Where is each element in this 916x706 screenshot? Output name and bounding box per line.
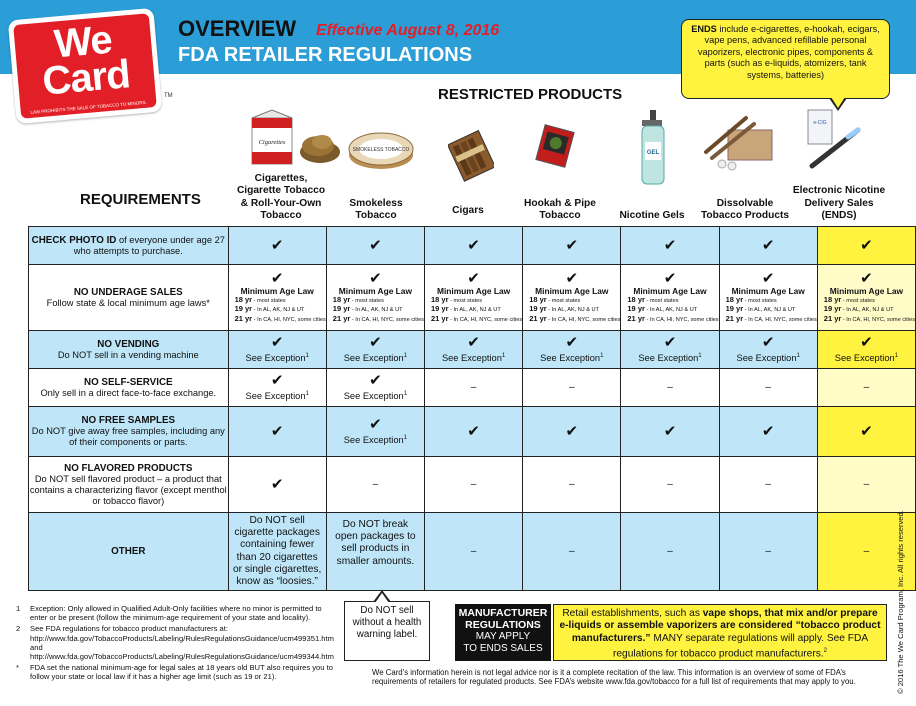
- cell: [621, 407, 719, 457]
- age-scope: - In CA, HI, NYC, some cities: [644, 316, 719, 323]
- logo-card-text: Card: [40, 52, 132, 104]
- loose-tobacco-image: [298, 122, 342, 166]
- check-icon: ✔: [663, 423, 677, 440]
- copyright-notice: © 2016 The We Card Program, Inc. All rights reserved.: [896, 510, 905, 694]
- min-age-title: Minimum Age Law: [436, 285, 511, 296]
- dash-mark: –: [863, 546, 870, 557]
- age-line: [818, 315, 915, 325]
- cell: [817, 457, 915, 513]
- retail-note-c: MANY separate regulations will apply. See FDA regulations for tobacco product manufacturers.: [613, 632, 869, 660]
- check-icon: ✔: [565, 269, 579, 287]
- retail-manufacturer-note: [553, 604, 887, 661]
- age-scope: - In CA, HI, NYC, some cities: [841, 316, 915, 323]
- we-card-logo: [8, 8, 163, 124]
- exception-footnote-ref: 1: [403, 352, 408, 359]
- smokeless-tin-label: SMOKELESS TOBACCO: [352, 147, 410, 153]
- legal-disclaimer: We Card’s information herein is not legal advice nor is it a complete recitation of the law. This information is an overview of some of FDA’s requirements of retailers for regulated products. See FDA’s website www.fda.gov/tobacco for a full list of requirements that may apply to you.: [372, 668, 856, 687]
- age-line: [229, 315, 326, 325]
- req-underage-desc: Follow state & local minimum age laws*: [46, 297, 210, 308]
- req-flavored-desc: Do NOT sell flavored product – a product that contains a characterizing flavor (except menthol or tobacco flavor): [29, 473, 227, 506]
- age-value: 19 yr: [627, 304, 645, 314]
- age-value: 18 yr: [725, 294, 744, 304]
- age-value: 18 yr: [823, 294, 842, 304]
- ends-definition-box: [681, 19, 890, 99]
- mfr-line: MANUFACTURER: [458, 607, 548, 619]
- gel-bottle-label: GEL: [646, 150, 660, 156]
- page-subtitle: FDA RETAILER REGULATIONS: [178, 44, 473, 66]
- table-row: [29, 227, 916, 265]
- retail-note-b: vape shops, that mix and/or prepare e-liquids or assemble vaporizers are considered “tobacco product manufacturers.”: [559, 608, 881, 644]
- min-age-title: Minimum Age Law: [338, 285, 412, 296]
- age-value: 21 yr: [332, 313, 351, 323]
- exception-footnote-ref: 1: [894, 352, 899, 359]
- trademark-mark: TM: [164, 93, 173, 99]
- req-self-service: [29, 369, 229, 407]
- exception-note: [737, 353, 800, 363]
- check-icon: ✔: [369, 372, 382, 390]
- footnote-mark: 2: [16, 624, 21, 634]
- exception-footnote-ref: 1: [501, 352, 506, 359]
- check-icon: ✔: [860, 237, 873, 254]
- check-icon: ✔: [270, 334, 284, 352]
- check-icon: ✔: [270, 372, 284, 390]
- cell: [523, 331, 621, 369]
- cell: [228, 369, 326, 407]
- footnote: [16, 663, 338, 681]
- hookah-tobacco-image: [532, 122, 578, 170]
- age-value: 19 yr: [234, 304, 253, 314]
- age-value: 19 yr: [332, 304, 351, 314]
- exception-footnote-ref: 1: [403, 390, 408, 397]
- age-scope: - most states: [644, 297, 679, 304]
- age-value: 21 yr: [725, 313, 744, 323]
- age-value: 18 yr: [529, 294, 547, 304]
- age-value: 18 yr: [627, 294, 645, 304]
- cell: [719, 331, 817, 369]
- req-other-title: OTHER: [111, 546, 146, 557]
- ends-device-label: e-CIG: [813, 120, 827, 126]
- cell: [424, 227, 522, 265]
- cell: [424, 407, 522, 457]
- req-vending: [29, 331, 229, 369]
- age-value: 21 yr: [627, 313, 645, 323]
- exception-text: See Exception: [245, 352, 306, 363]
- age-value: 19 yr: [529, 304, 547, 314]
- check-icon: ✔: [467, 334, 480, 352]
- dash-mark: –: [863, 479, 870, 490]
- table-row: [29, 265, 916, 331]
- cell: [228, 265, 326, 331]
- age-line: [327, 315, 424, 325]
- age-value: 21 yr: [529, 313, 547, 323]
- cell: [326, 265, 424, 331]
- cell: [523, 457, 621, 513]
- requirements-table: [28, 226, 916, 591]
- check-icon: ✔: [270, 423, 284, 440]
- cell: [817, 227, 915, 265]
- exception-note: [344, 435, 407, 445]
- cell: [621, 265, 719, 331]
- cell: [424, 265, 522, 331]
- age-scope: - In AL, AK, NJ & UT: [841, 307, 894, 314]
- req-underage-title: NO UNDERAGE SALES: [73, 286, 183, 298]
- ends-definition-text: include e-cigarettes, e-hookah, ecigars, vape pens, advanced refillable personal vaporizers, electronic pipes, components & parts (such as e-liquids, atomizers, tank systems, batteries): [697, 24, 880, 80]
- exception-note: [344, 353, 407, 363]
- exception-text: See Exception: [343, 434, 404, 445]
- callout-pointer-fill: [375, 593, 389, 603]
- col-header-dissolvable: Dissolvable Tobacco Products: [700, 197, 790, 222]
- check-icon: ✔: [663, 237, 677, 254]
- cell: [326, 331, 424, 369]
- exception-footnote-ref: 1: [403, 434, 408, 441]
- footnotes: [16, 604, 338, 684]
- table-row: [29, 331, 916, 369]
- footnote-mark: 1: [16, 604, 21, 613]
- cell: [326, 369, 424, 407]
- cigarette-pack-label: Cigarettes: [258, 139, 286, 146]
- check-icon: ✔: [270, 269, 284, 287]
- dash-mark: –: [667, 546, 673, 557]
- dash-mark: –: [765, 479, 771, 490]
- footnote-text: See FDA regulations for tobacco product manufacturers at: http://www.fda.gov/TobaccoProducts/Labeling/RulesRegulationsGuidance/ucm499351.htm and http://www.fda.gov/TobaccoProducts/Labeling/RulesRegulationsGuidance/ucm499344.htm: [30, 624, 334, 662]
- table-row: [29, 513, 916, 591]
- age-scope: - most states: [448, 297, 483, 304]
- cell: [424, 331, 522, 369]
- check-icon: ✔: [761, 269, 775, 287]
- table-row: [29, 369, 916, 407]
- exception-note: [442, 353, 505, 363]
- req-photo-id: [29, 227, 229, 265]
- cell: [326, 227, 424, 265]
- cell: [326, 457, 424, 513]
- col-header-smokeless: Smokeless Tobacco: [349, 197, 403, 222]
- cell: [719, 407, 817, 457]
- cell: [621, 331, 719, 369]
- retail-note-a: Retail establishments, such as: [562, 608, 703, 619]
- age-value: 19 yr: [430, 304, 449, 314]
- cell: [523, 369, 621, 407]
- age-line: [425, 315, 522, 325]
- exception-footnote-ref: 1: [305, 390, 309, 397]
- age-scope: - most states: [546, 297, 581, 304]
- cell: [228, 227, 326, 265]
- col-header-cigars: Cigars: [452, 205, 484, 217]
- check-icon: ✔: [761, 237, 775, 254]
- age-scope: - most states: [743, 297, 777, 304]
- cell: [523, 227, 621, 265]
- age-line: [621, 315, 718, 325]
- req-vending-title: NO VENDING: [97, 338, 160, 350]
- cell: [326, 407, 424, 457]
- cell: [228, 331, 326, 369]
- cell: [719, 265, 817, 331]
- cell: [719, 227, 817, 265]
- cell: [523, 513, 621, 591]
- cell: [228, 513, 326, 591]
- dash-mark: –: [667, 479, 673, 490]
- cell: [326, 513, 424, 591]
- req-other: [29, 513, 229, 591]
- check-icon: ✔: [860, 334, 873, 352]
- check-icon: ✔: [467, 269, 480, 287]
- check-icon: ✔: [663, 269, 677, 287]
- req-photo-id-title: CHECK PHOTO ID: [31, 234, 117, 246]
- req-underage: [29, 265, 229, 331]
- age-scope: - In AL, AK, NJ & UT: [546, 307, 599, 314]
- dash-mark: –: [569, 546, 575, 557]
- mfr-line: TO ENDS SALES: [463, 643, 543, 654]
- table-row: [29, 407, 916, 457]
- exception-text: See Exception: [834, 352, 895, 363]
- age-line: [720, 315, 817, 325]
- check-icon: ✔: [761, 334, 775, 352]
- cell: [719, 513, 817, 591]
- check-icon: ✔: [369, 269, 382, 287]
- age-scope: - most states: [252, 297, 286, 304]
- dash-mark: –: [667, 382, 673, 393]
- check-icon: ✔: [860, 423, 873, 440]
- footnote: [16, 624, 338, 661]
- col-header-ends: Electronic Nicotine Delivery Sales (ENDS): [792, 185, 886, 222]
- exception-text: See Exception: [736, 352, 797, 363]
- age-scope: - In CA, HI, NYC, some cities: [448, 316, 523, 323]
- footnote: [16, 604, 338, 622]
- age-value: 18 yr: [234, 294, 253, 304]
- check-icon: ✔: [467, 237, 480, 254]
- age-value: 21 yr: [234, 313, 253, 323]
- age-value: 19 yr: [725, 304, 744, 314]
- cell: [424, 457, 522, 513]
- age-scope: - most states: [841, 297, 875, 304]
- exception-text: See Exception: [540, 352, 601, 363]
- cell: [621, 513, 719, 591]
- exception-text: See Exception: [343, 390, 404, 401]
- min-age-title: Minimum Age Law: [633, 285, 707, 296]
- check-icon: ✔: [761, 423, 775, 440]
- dash-mark: –: [569, 479, 575, 490]
- cell: [817, 369, 915, 407]
- check-icon: ✔: [663, 334, 677, 352]
- ends-device-image: [798, 104, 868, 174]
- cell: [719, 369, 817, 407]
- age-value: 21 yr: [430, 313, 449, 323]
- age-value: 19 yr: [823, 304, 842, 314]
- min-age-title: Minimum Age Law: [240, 285, 314, 296]
- age-scope: - In CA, HI, NYC, some cities: [252, 316, 326, 323]
- smokeless-tin-image: [346, 125, 416, 171]
- col-header-cigarettes: Cigarettes, Cigarette Tobacco & Roll-Your-Own Tobacco: [236, 172, 326, 222]
- age-scope: - In AL, AK, NJ & UT: [252, 307, 305, 314]
- age-scope: - In CA, HI, NYC, some cities: [743, 316, 817, 323]
- exception-note: [835, 353, 898, 363]
- age-line: [523, 315, 620, 325]
- col-header-nicotine-gels: Nicotine Gels: [619, 210, 685, 222]
- effective-date: Effective August 8, 2016: [316, 22, 500, 39]
- cell: [228, 407, 326, 457]
- exception-footnote-ref: 1: [305, 352, 309, 359]
- cell: [817, 265, 915, 331]
- min-age-title: Minimum Age Law: [731, 285, 805, 296]
- req-photo-id-desc: of everyone under age 27 who attempts to purchase.: [73, 234, 225, 256]
- req-free-samples-title: NO FREE SAMPLES: [81, 415, 176, 426]
- cigarette-pack-image: [246, 108, 296, 166]
- cell: [228, 457, 326, 513]
- age-scope: - In CA, HI, NYC, some cities: [350, 316, 424, 323]
- dash-mark: –: [765, 546, 771, 557]
- exception-note: [344, 391, 407, 401]
- dash-mark: –: [863, 382, 870, 393]
- restricted-products-label: RESTRICTED PRODUCTS: [438, 86, 623, 103]
- req-free-samples: [29, 407, 229, 457]
- age-scope: - In AL, AK, NJ & UT: [743, 307, 796, 314]
- exception-text: See Exception: [343, 352, 404, 363]
- mfr-line: MAY APPLY: [475, 631, 531, 642]
- check-icon: ✔: [565, 237, 579, 254]
- col-header-hookah: Hookah & Pipe Tobacco: [524, 197, 596, 222]
- ends-lead: ENDS: [691, 24, 717, 34]
- age-scope: - In CA, HI, NYC, some cities: [546, 316, 621, 323]
- cell: [621, 457, 719, 513]
- other-cigarettes-note: Do NOT sell cigarette packages containing fewer than 20 cigarettes or single cigarettes, know as “loosies.”: [233, 514, 322, 587]
- footnote-text: FDA set the national minimum-age for legal sales at 18 years old BUT also requires you to follow your state or local law if it has a higher age limit (such as 19 or 21).: [30, 663, 333, 682]
- dissolvable-products-image: [702, 112, 778, 172]
- cell: [621, 369, 719, 407]
- check-icon: ✔: [860, 269, 873, 287]
- cell: [424, 513, 522, 591]
- age-scope: - In AL, AK, NJ & UT: [350, 307, 403, 314]
- cell: [523, 265, 621, 331]
- page-title: OVERVIEW: [178, 16, 297, 41]
- check-icon: ✔: [270, 476, 284, 493]
- requirements-header: REQUIREMENTS: [80, 191, 201, 208]
- req-vending-desc: Do NOT sell in a vending machine: [57, 349, 199, 360]
- footnote-mark: *: [16, 663, 19, 673]
- dash-mark: –: [470, 479, 477, 490]
- dash-mark: –: [569, 382, 575, 393]
- min-age-title: Minimum Age Law: [829, 285, 903, 296]
- logo-tagline: LAW PROHIBITS THE SALE OF TOBACCO TO MINORS.: [30, 99, 147, 115]
- exception-text: See Exception: [245, 390, 306, 401]
- exception-note: [540, 353, 603, 363]
- cell: [523, 407, 621, 457]
- age-value: 21 yr: [823, 313, 842, 323]
- exception-note: [246, 391, 309, 401]
- age-value: 18 yr: [430, 294, 449, 304]
- min-age-title: Minimum Age Law: [535, 285, 609, 296]
- exception-footnote-ref: 1: [600, 352, 604, 359]
- logo-we-text: We: [52, 17, 114, 67]
- dash-mark: –: [765, 382, 771, 393]
- dash-mark: –: [470, 382, 477, 393]
- exception-text: See Exception: [441, 352, 502, 363]
- req-free-samples-desc: Do NOT give away free samples, including any of their components or parts.: [31, 426, 225, 447]
- health-warning-callout: Do NOT sell without a health warning label.: [344, 601, 430, 661]
- req-self-service-title: NO SELF-SERVICE: [84, 376, 173, 388]
- cell: [817, 407, 915, 457]
- footnote-text: Exception: Only allowed in Qualified Adult-Only facilities where no minor is permitted to enter or be present (follow the minimum-age requirement of your state and locality).: [30, 604, 322, 623]
- dash-mark: –: [470, 546, 477, 557]
- mfr-line: REGULATIONS: [465, 619, 541, 631]
- check-icon: ✔: [369, 334, 382, 352]
- exception-text: See Exception: [638, 352, 699, 363]
- check-icon: ✔: [369, 237, 382, 254]
- req-flavored: [29, 457, 229, 513]
- manufacturer-regulations-box: [455, 604, 551, 661]
- req-flavored-title: NO FLAVORED PRODUCTS: [64, 462, 193, 474]
- retail-note-sup: 2: [823, 648, 827, 655]
- exception-footnote-ref: 1: [796, 352, 800, 359]
- check-icon: ✔: [467, 423, 480, 440]
- cell: [719, 457, 817, 513]
- cell: [621, 227, 719, 265]
- exception-footnote-ref: 1: [698, 352, 702, 359]
- other-smokeless-note: Do NOT break open packages to sell products in smaller amounts.: [335, 519, 416, 567]
- age-scope: - most states: [350, 297, 384, 304]
- exception-note: [638, 353, 701, 363]
- exception-note: [246, 353, 309, 363]
- cell: [424, 369, 522, 407]
- table-row: [29, 457, 916, 513]
- cell: [817, 331, 915, 369]
- age-value: 18 yr: [332, 294, 351, 304]
- check-icon: ✔: [565, 423, 579, 440]
- age-scope: - In AL, AK, NJ & UT: [644, 307, 698, 314]
- age-scope: - In AL, AK, NJ & UT: [448, 307, 501, 314]
- check-icon: ✔: [270, 237, 284, 254]
- dash-mark: –: [372, 479, 379, 490]
- req-self-service-desc: Only sell in a direct face-to-face exchange.: [40, 387, 217, 398]
- check-icon: ✔: [565, 334, 579, 352]
- check-icon: ✔: [369, 416, 382, 434]
